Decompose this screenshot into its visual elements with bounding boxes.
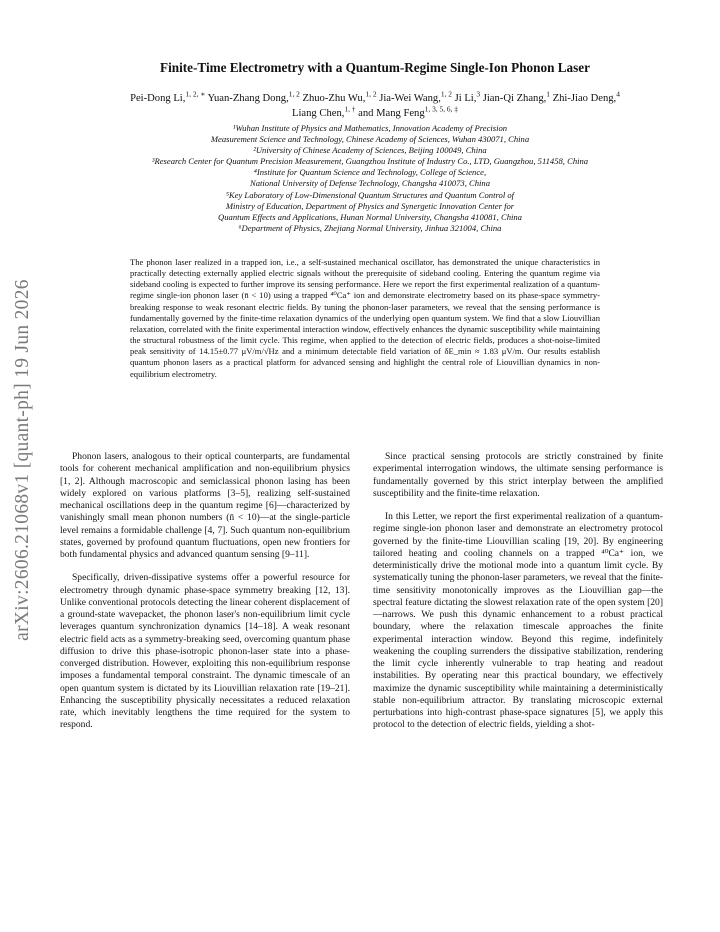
affiliation-line: Quantum Effects and Applications, Hunan Normal University, Changsha 410081, China [218,211,522,222]
body-paragraph: Phonon lasers, analogous to their optical counterparts, are fundamental tools for coherent mechanical amplification and non-equilibrium physics [1, 2]. Although macroscopic and semiclassical phonon lasing has been widely explored on various platforms [3–5], realizing self-sustained mechanical oscillations deep in the quantum regime [6]—characterized by vanishingly small mean phonon numbers (n̄ < 10)—at the single-particle level remains a formidable challenge [4, 7]. Such quantum non-equilibrium states, governed by profound quantum fluctuations, open new frontiers for both fundamental physics and advanced quantum sensing [9–11]. [60,451,350,560]
abstract: The phonon laser realized in a trapped ion, i.e., a self-sustained mechanical oscillator, has demonstrated the unique characteristics in practically detecting externally applied electric signals without the prerequisite of sideband cooling. Entering the quantum regime via sideband cooling is expected to further improve its sensing performance. Here we report the first experimental realization of a quantum-regime single-ion phonon laser (n̄ < 10) using a trapped ⁴⁰Ca⁺ ion and demonstrate electrometry based on its phase-space symmetry-breaking response to weak resonant electric fields. By tuning the phonon-laser parameters, we reveal that the sensing performance is fundamentally governed by the finite-time relaxation dynamics of the underlying open quantum system. We find that a slow Liouvillian relaxation, correlated with the finite experimental interaction window, effectively enhances the dynamic susceptibility while maintaining the structural robustness of the limit cycle. This regime, when applied to the detection of electric fields, produces a shot-noise-limited peak sensitivity of 14.15±0.77 μV/m/√Hz and a minimum detectable field variation of δE_min ≈ 1.83 μV/m. Our results establish quantum phonon lasers as a practical platform for advanced sensing and highlight the central role of Liouvillian dynamics in non-equilibrium electrometry. [130,257,600,379]
affiliation-line: ³Research Center for Quantum Precision Measurement, Guangzhou Institute of Industry Co., LTD, Guangzhou, 511458, China [151,156,589,167]
affiliation-line: ⁴Institute for Quantum Science and Technology, College of Science, [253,167,487,178]
paper-title: Finite-Time Electrometry with a Quantum-Regime Single-Ion Phonon Laser [160,60,590,75]
affiliation-line: Ministry of Education, Department of Physics and Synergetic Innovation Center for [225,200,515,211]
arxiv-stamp-text: arXiv:2606.21068v1 [quant-ph] 19 Jun 2026 [12,279,33,641]
affiliation-line: ¹Wuhan Institute of Physics and Mathematics, Innovation Academy of Precision [232,123,508,133]
affiliation-block [55,123,685,234]
body-column-right [373,451,663,732]
affiliation-line: Measurement Science and Technology, Chinese Academy of Sciences, Wuhan 430071, China [210,134,530,145]
affiliation-line: ⁶Department of Physics, Zhejiang Normal University, Jinhua 321004, China [238,222,502,233]
author-list: Pei-Dong Li,$^{1, 2, ∗}$ Yuan-Zhang Dong,$^{1, 2}$ Zhuo-Zhu Wu,$^{1, 2}$ Jia-Wei Wang,$^{1, 2}$ Ji Li,$^3$ Jian-Qi Zhang,$^1$ Zhi-Jiao Deng,$^4$ Liang Chen,$^{1, \dagger}$ and Mang Feng$^{1, 3, 5, 6, \ddagger}$ [130,89,620,119]
body-paragraph: Specifically, driven-dissipative systems offer a powerful resource for electrometry through dynamic phase-space symmetry breaking [12, 13]. Unlike conventional protocols detecting the linear coherent displacement of a ground-state wavepacket, the phonon laser's non-equilibrium limit cycle leverages quantum synchronization dynamics [14–18]. A weak resonant electric field acts as a symmetry-breaking seed, overcoming quantum phase diffusion to drive this phase-isotropic phonon-laser state into a phase-converged distribution. However, exploiting this non-equilibrium response imposes a fundamental temporal constraint. The dynamic timescale of an open quantum system is dictated by its Liouvillian relaxation rate [19–21]. Enhancing the susceptibility physically necessitates a reduced relaxation rate, which inevitably lengthens the time required for the system to respond. [60,572,350,731]
body-paragraph: Since practical sensing protocols are strictly constrained by finite experimental interrogation windows, the ultimate sensing performance is fundamentally governed by this strict interplay between the amplified susceptibility and the finite-time relaxation. [373,451,663,499]
body-paragraph: In this Letter, we report the first experimental realization of a quantum-regime single-ion phonon laser and demonstrate an electrometry protocol governed by the finite-time Liouvillian scaling [19, 20]. By engineering tailored heating and cooling channels on a trapped ⁴⁰Ca⁺ ion, we deterministically drive the motional mode into a quantum limit cycle. By systematically tuning the phonon-laser parameters, we reveal that the finite-time sensitivity monotonically improves as the Liouvillian gap—the spectral feature dictating the slowest relaxation rate of the open system [20]—narrows. We push this dynamic enhancement to a robust practical boundary, where the relaxation timescale approaches the finite experimental interaction window. Beyond this regime, indefinitely weakening the coupling surrenders the dissipative stabilization, rendering the limit cycle inherently vulnerable to trap heating and readout instabilities. By operating near this practical boundary, we effectively maximize the dynamic susceptibility while maintaining a deterministically stable non-equilibrium attractor. By translating microscopic external perturbations into high-contrast phase-space signatures [5], we apply this protocol to the detection of electric fields, yielding a shot- [373,511,664,731]
body-column-left [60,451,350,732]
affiliation-line: ²University of Chinese Academy of Sciences, Beijing 100049, China [253,145,487,156]
arxiv-stamp [8,250,38,670]
affiliation-line: National University of Defense Technology, Changsha 410073, China [249,178,491,189]
affiliation-line: ⁵Key Laboratory of Low-Dimensional Quantum Structures and Quantum Control of [225,189,515,200]
